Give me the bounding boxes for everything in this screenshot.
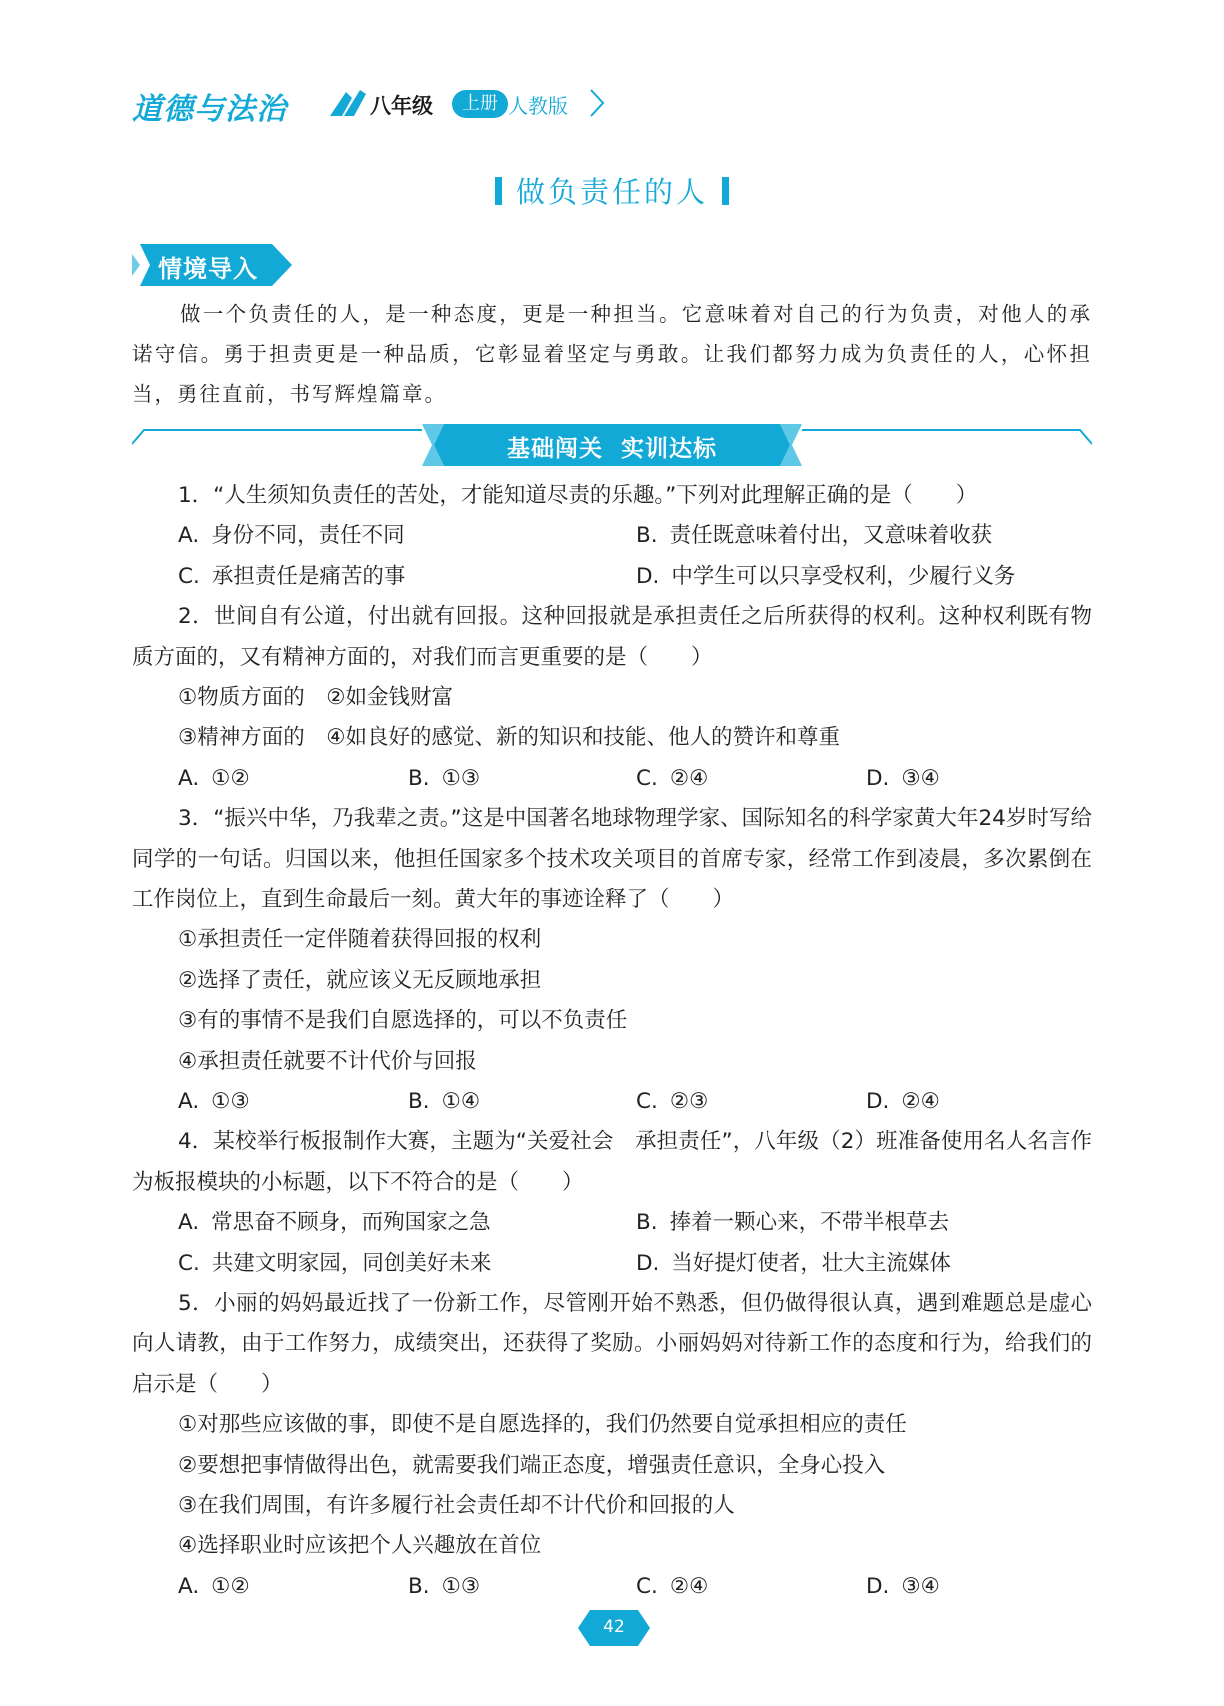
question-stem: 1．“人生须知负责任的苦处，才能知道尽责的乐趣。”下列对此理解正确的是（ ）: [178, 483, 978, 508]
lesson-title: [0, 170, 1224, 211]
option-row: [132, 1244, 1092, 1284]
brand-title: 道德与法治: [132, 92, 287, 127]
statement: ①承担责任一定伴随着获得回报的权利: [178, 927, 542, 953]
option-row: [132, 1567, 1092, 1607]
option-c[interactable]: C. ②③: [636, 1089, 709, 1115]
section-tab-label: 情境导入: [158, 255, 258, 283]
statement: ②选择了责任，就应该义无反顾地承担: [178, 967, 542, 993]
section-tab: [132, 244, 292, 286]
question-5: [132, 1284, 1092, 1607]
statement: ③精神方面的 ④如良好的感觉、新的知识和技能、他人的赞许和尊重: [178, 725, 841, 751]
option-a[interactable]: A. 身份不同，责任不同: [178, 523, 405, 549]
option-d[interactable]: D. 当好提灯使者，壮大主流媒体: [636, 1250, 951, 1276]
book-header: [132, 84, 652, 127]
option-c[interactable]: C. 承担责任是痛苦的事: [178, 563, 406, 589]
page-number-text: 42: [603, 1617, 625, 1637]
option-c[interactable]: C. ②④: [636, 765, 709, 791]
option-d[interactable]: D. ③④: [866, 765, 940, 791]
option-a[interactable]: A. ①②: [178, 765, 250, 791]
option-row: [132, 759, 1092, 799]
option-b[interactable]: B. ①④: [408, 1089, 481, 1115]
chevron-right-icon: [588, 88, 606, 118]
option-row: [132, 557, 1092, 597]
option-b[interactable]: B. 责任既意味着付出，又意味着收获: [636, 523, 993, 549]
statement: ①物质方面的 ②如金钱财富: [178, 685, 454, 710]
statement: ②要想把事情做得出色，就需要我们端正态度，增强责任意识，全身心投入: [178, 1452, 886, 1478]
option-d[interactable]: D. ②④: [866, 1089, 940, 1115]
question-4: [132, 1122, 1092, 1284]
title-bar-right: [722, 177, 729, 205]
question-stem: 3．“振兴中华，乃我辈之责。”这是中国著名地球物理学家、国际知名的科学家黄大年24岁时写给同学的一句话。归国以来，他担任国家多个技术攻关项目的首席专家，经常工作到凌晨，多次累倒在工作岗位上，直到生命最后一刻。黄大年的事迹诠释了（ ）: [132, 806, 1092, 913]
statement: ③在我们周围，有许多履行社会责任却不计代价和回报的人: [178, 1493, 735, 1519]
title-bar-left: [495, 177, 502, 205]
question-stem: 2．世间自有公道，付出就有回报。这种回报就是承担责任之后所获得的权利。这种权利既有物质方面的，又有精神方面的，对我们而言更重要的是（ ）: [132, 604, 1092, 670]
statement: ①对那些应该做的事，即使不是自愿选择的，我们仍然要自觉承担相应的责任: [178, 1412, 907, 1438]
grade-label: 八年级: [370, 94, 433, 118]
option-b[interactable]: B. ①③: [408, 1573, 481, 1599]
option-d[interactable]: D. ③④: [866, 1573, 940, 1599]
volume-badge: 上册: [452, 90, 508, 118]
option-a[interactable]: A. ①②: [178, 1573, 250, 1599]
option-b[interactable]: B. 捧着一颗心来，不带半根草去: [636, 1210, 950, 1236]
question-1: [132, 476, 1092, 597]
intro-paragraph: 做一个负责任的人，是一种态度，更是一种担当。它意味着对自己的行为负责，对他人的承诺守信。勇于担责更是一种品质，它彰显着坚定与勇敢。让我们都努力成为负责任的人，心怀担当，勇往直前，书写辉煌篇章。: [132, 302, 1092, 406]
question-stem: 5．小丽的妈妈最近找了一份新工作，尽管刚开始不熟悉，但仍做得很认真，遇到难题总是虚心向人请教，由于工作努力，成绩突出，还获得了奖励。小丽妈妈对待新工作的态度和行为，给我们的启示是（ ）: [132, 1291, 1092, 1397]
page-number: [578, 1610, 650, 1646]
question-3: [132, 799, 1092, 1122]
question-stem: 4．某校举行板报制作大赛，主题为“关爱社会 承担责任”，八年级（2）班准备使用名人名言作为板报模块的小标题，以下不符合的是（ ）: [132, 1129, 1092, 1195]
question-list: [132, 476, 1092, 1607]
option-a[interactable]: A. ①③: [178, 1089, 250, 1115]
option-c[interactable]: C. ②④: [636, 1573, 709, 1599]
lesson-title-text: 做负责任的人: [515, 175, 708, 209]
question-2: [132, 597, 1092, 799]
practice-banner: [132, 422, 1092, 468]
edition-label: 人教版: [508, 94, 568, 118]
option-row: [132, 516, 1092, 556]
pen-stroke-icon: [328, 86, 368, 120]
option-c[interactable]: C. 共建文明家园，同创美好未来: [178, 1250, 492, 1276]
option-b[interactable]: B. ①③: [408, 765, 481, 791]
banner-label: 基础闯关 实训达标: [506, 436, 717, 462]
option-a[interactable]: A. 常思奋不顾身，而殉国家之急: [178, 1210, 491, 1236]
option-row: [132, 1203, 1092, 1243]
option-row: [132, 1082, 1092, 1122]
statement: ④承担责任就要不计代价与回报: [178, 1048, 477, 1074]
statement: ③有的事情不是我们自愿选择的，可以不负责任: [178, 1008, 628, 1034]
statement: ④选择职业时应该把个人兴趣放在首位: [178, 1533, 542, 1559]
option-d[interactable]: D. 中学生可以只享受权利，少履行义务: [636, 563, 1016, 589]
